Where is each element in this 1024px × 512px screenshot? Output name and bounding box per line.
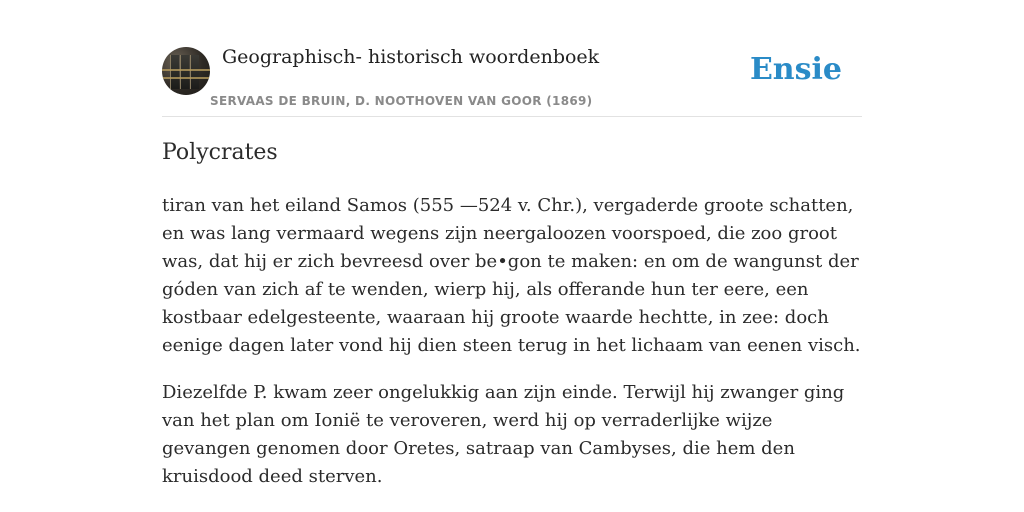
entry-title: Polycrates — [162, 140, 278, 165]
entry-body — [162, 192, 862, 510]
book-header — [162, 46, 862, 117]
book-author: SERVAAS DE BRUIN, D. NOOTHOVEN VAN GOOR (1869) — [210, 94, 593, 108]
book-cover-icon[interactable] — [162, 47, 210, 95]
book-title[interactable]: Geographisch- historisch woordenboek — [222, 46, 600, 68]
paragraph: tiran van het eiland Samos (555 —524 v. Chr.), vergaderde groote schatten, en was lang vermaard wegens zijn neergaloozen voorspoed, die zoo groot was, dat hij er zich bevreesd over be•gon te maken: en om de wangunst der góden van zich af te wenden, wierp hij, als offerande hun ter eere, een kostbaar edelgesteente, waaraan hij groote waarde hechtte, in zee: doch eenige dagen later vond hij dien steen terug in het lichaam van eenen visch. — [162, 195, 861, 356]
paragraph: Diezelfde P. kwam zeer ongelukkig aan zijn einde. Terwijl hij zwanger ging van het plan om Ionië te veroveren, werd hij op verraderlijke wijze gevangen genomen door Oretes, satraap van Cambyses, die hem den kruisdood deed sterven. — [162, 382, 845, 487]
brand-logo[interactable]: Ensie — [749, 52, 842, 87]
